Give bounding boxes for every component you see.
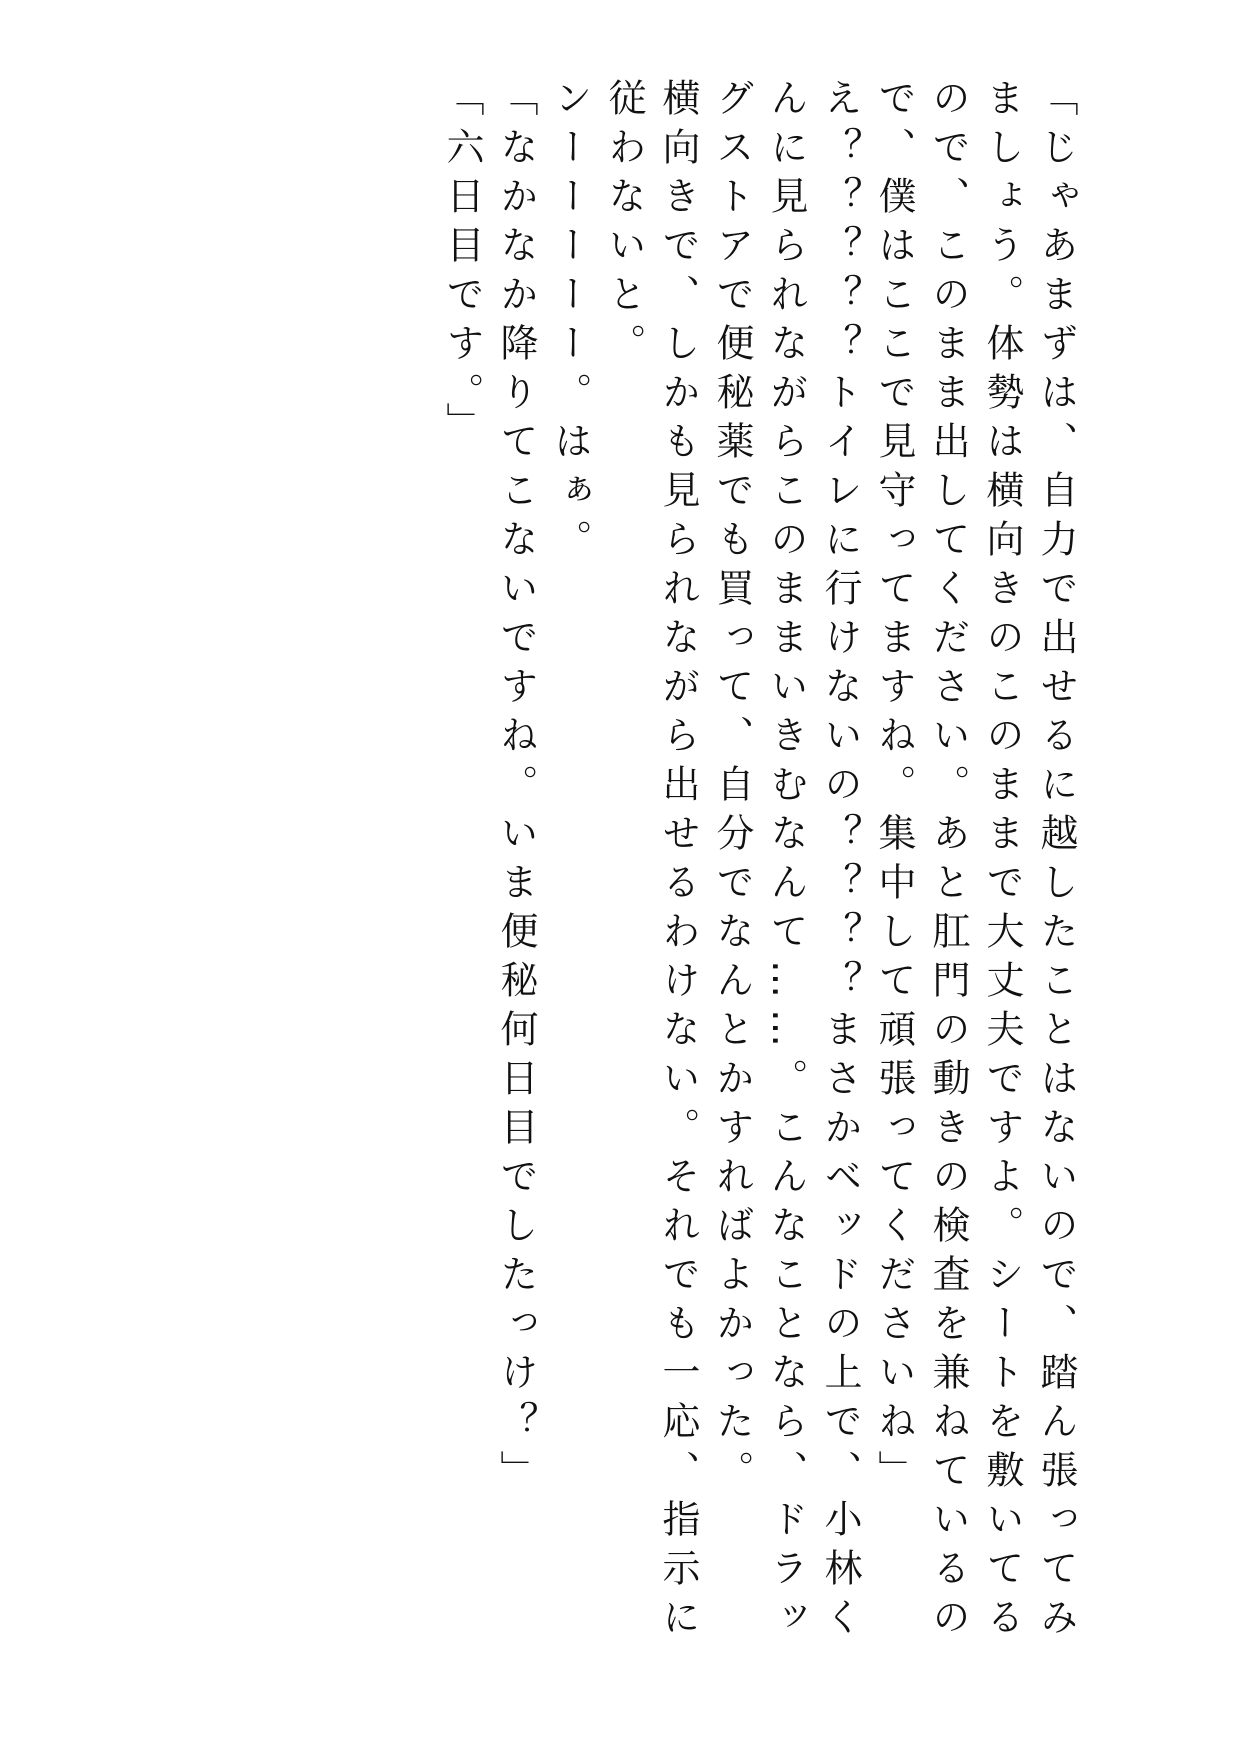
vertical-text-body <box>435 78 1083 1678</box>
paragraph-patient-answer: 「六日目です。」 <box>440 78 484 451</box>
paragraph-straining: ンーーーーー。はぁ。 <box>548 78 592 568</box>
paragraph-inner-monologue: え？？？？？トイレに行けないの？？？？まさかベッドの上で、小林くんに見られながらこのままいきむなんて……。こんなことなら、ドラッグストアで便秘薬でも買って、自分でなんとかすればよかった。 <box>710 78 862 1646</box>
paragraph-doctor-question: 「なかなか降りてこないですね。いま便秘何日目でしたっけ？」 <box>494 78 538 1499</box>
paragraph-resignation: 横向きで、しかも見られながら出せるわけない。それでも一応、指示に従わないと。 <box>602 78 700 1646</box>
paragraph-doctor-instructions: 「じゃあまずは、自力で出せるに越したことはないので、踏ん張ってみましょう。体勢は横向きのこのままで大丈夫ですよ。シートを敷いてるので、このまま出してください。あと肛門の動きの検査を兼ねているので、僕はここで見守ってますね。集中して頑張ってくださいね」 <box>872 78 1078 1646</box>
